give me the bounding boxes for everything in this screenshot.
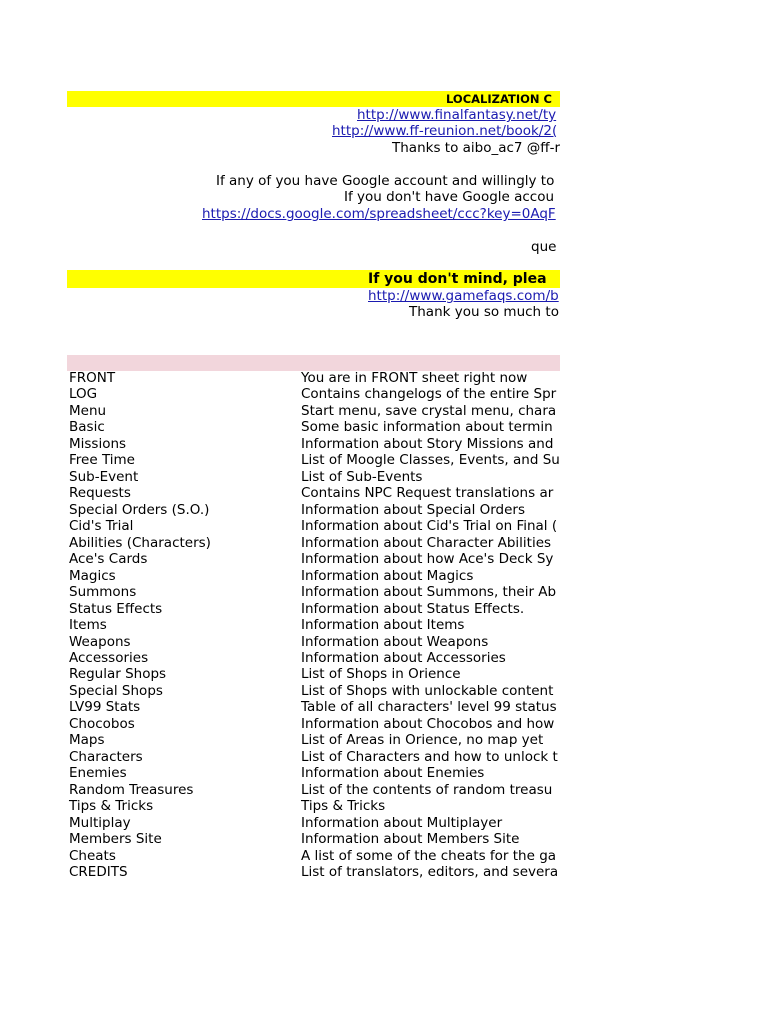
sheet-name: Characters xyxy=(69,749,143,765)
sheet-name: Cid's Trial xyxy=(69,518,134,534)
sheet-name: Free Time xyxy=(69,452,135,468)
sheet-description: List of Shops with unlockable content xyxy=(301,683,554,699)
sheet-description: Information about Magics xyxy=(301,568,474,584)
sheet-name: Random Treasures xyxy=(69,782,194,798)
sheet-name: Basic xyxy=(69,419,105,435)
gamefaqs-link[interactable]: http://www.gamefaqs.com/b xyxy=(368,288,559,304)
sheet-description: Information about Cid's Trial on Final ( xyxy=(301,518,558,534)
sheet-name: LV99 Stats xyxy=(69,699,141,715)
sheet-description: Table of all characters' level 99 status xyxy=(301,699,557,715)
sheet-name: Regular Shops xyxy=(69,666,167,682)
sheet-name: Magics xyxy=(69,568,116,584)
no-google-account-note: If you don't have Google accou xyxy=(344,189,555,205)
sheet-description: Information about Accessories xyxy=(301,650,506,666)
sheet-description: Information about Enemies xyxy=(301,765,485,781)
spreadsheet-link[interactable]: https://docs.google.com/spreadsheet/ccc?key=0AqF xyxy=(202,206,556,222)
sheet-name: Members Site xyxy=(69,831,162,847)
sheet-description: A list of some of the cheats for the ga xyxy=(301,848,557,864)
sheet-description: List of the contents of random treasu xyxy=(301,782,553,798)
sheet-name: Ace's Cards xyxy=(69,551,148,567)
sheet-description: Information about Weapons xyxy=(301,634,489,650)
sheet-description: Information about Items xyxy=(301,617,465,633)
sheet-name: Accessories xyxy=(69,650,149,666)
sheet-name: Enemies xyxy=(69,765,127,781)
sheet-name: Requests xyxy=(69,485,131,501)
sheet-description: List of Characters and how to unlock t xyxy=(301,749,558,765)
sheet-description: Information about Story Missions and xyxy=(301,436,554,452)
table-header-row xyxy=(67,355,560,371)
sheet-description: Contains NPC Request translations ar xyxy=(301,485,554,501)
google-account-note: If any of you have Google account and willingly to xyxy=(216,173,555,189)
sheet-description: Information about Special Orders xyxy=(301,502,526,518)
sheet-name: Maps xyxy=(69,732,105,748)
sheet-description: Information about Status Effects. xyxy=(301,601,525,617)
sheet-title: LOCALIZATION C xyxy=(446,92,552,106)
sheet-name: LOG xyxy=(69,386,98,402)
sheet-description: List of Sub-Events xyxy=(301,469,423,485)
sheet-name: FRONT xyxy=(69,370,116,386)
sheet-name: Missions xyxy=(69,436,127,452)
sheet-description: Information about Members Site xyxy=(301,831,520,847)
sheet-description: Information about Summons, their Ab xyxy=(301,584,557,600)
sheet-name: Chocobos xyxy=(69,716,135,732)
sheet-description: Information about Chocobos and how xyxy=(301,716,555,732)
sheet-description: Contains changelogs of the entire Spr xyxy=(301,386,557,402)
que-text: que xyxy=(531,239,557,255)
sheet-name: Items xyxy=(69,617,107,633)
sheet-name: Tips & Tricks xyxy=(69,798,154,814)
sheet-name: Sub-Event xyxy=(69,469,139,485)
sheet-name: Menu xyxy=(69,403,107,419)
sheet-description: Information about Multiplayer xyxy=(301,815,503,831)
sheet-name: Abilities (Characters) xyxy=(69,535,211,551)
sheet-description: Information about Character Abilities xyxy=(301,535,552,551)
request-heading: If you don't mind, plea xyxy=(368,271,547,287)
sheet-name: Special Orders (S.O.) xyxy=(69,502,210,518)
sheet-description: List of Moogle Classes, Events, and Su xyxy=(301,452,560,468)
sheet-name: Special Shops xyxy=(69,683,163,699)
sheet-description: You are in FRONT sheet right now xyxy=(301,370,528,386)
sheet-name: Multiplay xyxy=(69,815,131,831)
sheet-name: Cheats xyxy=(69,848,116,864)
sheet-description: List of Shops in Orience xyxy=(301,666,461,682)
thank-you-text: Thank you so much to xyxy=(409,304,559,320)
sheet-description: Information about how Ace's Deck Sy xyxy=(301,551,554,567)
sheet-description: List of Areas in Orience, no map yet xyxy=(301,732,544,748)
sheet-name: Summons xyxy=(69,584,137,600)
sheet-description: List of translators, editors, and severa xyxy=(301,864,559,880)
sheet-description: Some basic information about termin xyxy=(301,419,553,435)
reference-link-1[interactable]: http://www.finalfantasy.net/ty xyxy=(357,107,557,123)
thanks-text: Thanks to aibo_ac7 @ff-r xyxy=(392,140,560,156)
sheet-description: Tips & Tricks xyxy=(301,798,386,814)
reference-link-2[interactable]: http://www.ff-reunion.net/book/2( xyxy=(332,123,558,139)
sheet-name: CREDITS xyxy=(69,864,128,880)
sheet-description: Start menu, save crystal menu, chara xyxy=(301,403,557,419)
sheet-name: Weapons xyxy=(69,634,131,650)
sheet-name: Status Effects xyxy=(69,601,163,617)
